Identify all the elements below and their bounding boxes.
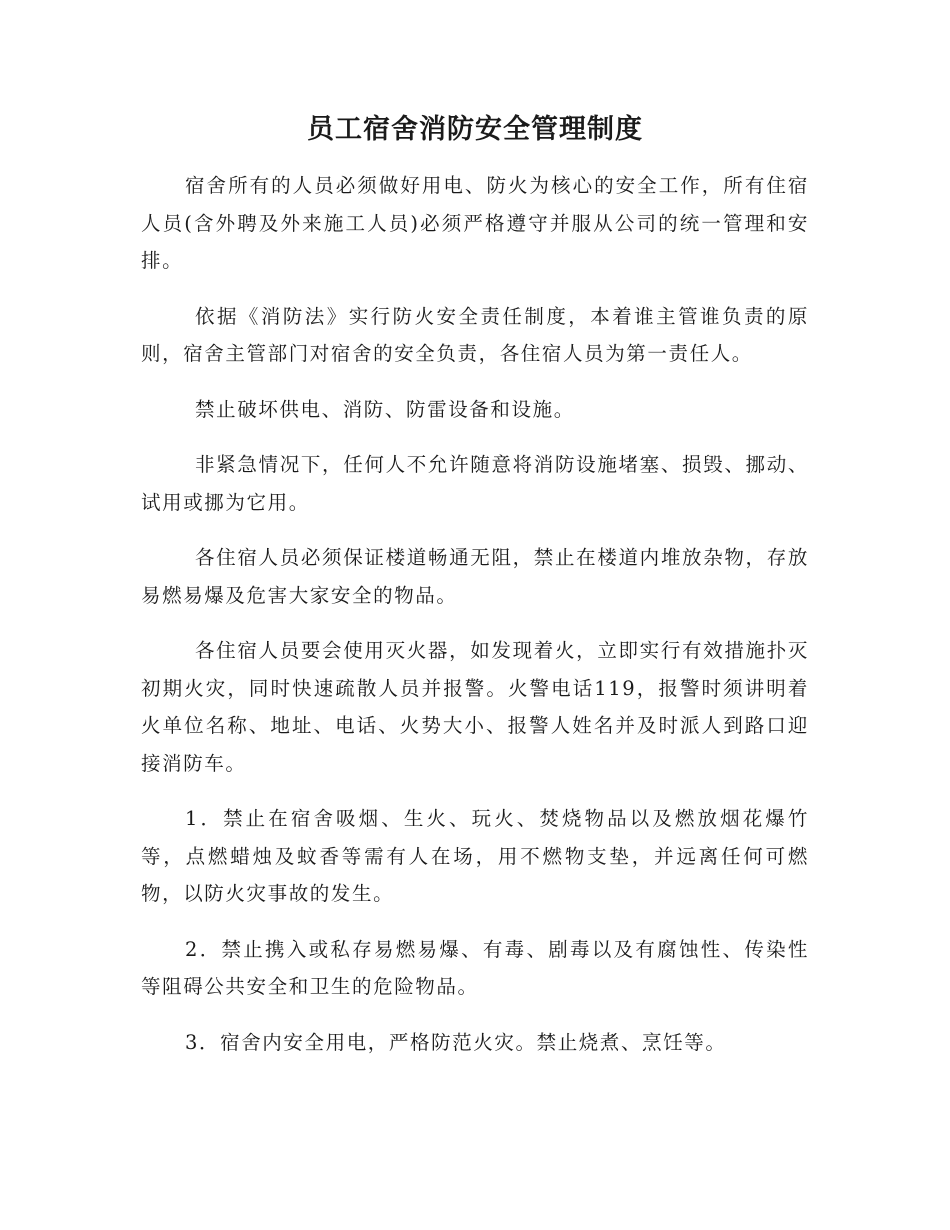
paragraph-corridor: 各住宿人员必须保证楼道畅通无阻，禁止在楼道内堆放杂物，存放易燃易爆及危害大家安全的物品。 [141, 546, 809, 607]
paragraph-intro: 宿舍所有的人员必须做好用电、防火为核心的安全工作，所有住宿人员(含外聘及外来施工人员)必须严格遵守并服从公司的统一管理和安排。 [141, 174, 809, 272]
paragraph-equipment: 禁止破坏供电、消防、防雷设备和设施。 [195, 397, 575, 421]
document-body [141, 167, 809, 1079]
paragraph-rule-3: 3．宿舍内安全用电，严格防范火灾。禁止烧煮、烹饪等。 [185, 1030, 727, 1054]
paragraph-rule-1: 1．禁止在宿舍吸烟、生火、玩火、焚烧物品以及燃放烟花爆竹等，点燃蜡烛及蚊香等需有人在场，用不燃物支垫，并远离任何可燃物，以防火灾事故的发生。 [141, 807, 809, 905]
paragraph-rule-2: 2．禁止携入或私存易燃易爆、有毒、剧毒以及有腐蚀性、传染性等阻碍公共安全和卫生的危险物品。 [141, 937, 809, 998]
paragraph-extinguisher: 各住宿人员要会使用灭火器，如发现着火，立即实行有效措施扑灭初期火灾，同时快速疏散人员并报警。火警电话119，报警时须讲明着火单位名称、地址、电话、火势大小、报警人姓名并及时派人到路口迎接消防车。 [141, 639, 809, 775]
paragraph-responsibility: 依据《消防法》实行防火安全责任制度，本着谁主管谁负责的原则，宿舍主管部门对宿舍的安全负责，各住宿人员为第一责任人。 [141, 304, 809, 365]
document-title: 员工宿舍消防安全管理制度 [307, 114, 643, 145]
paragraph-facilities: 非紧急情况下，任何人不允许随意将消防设施堵塞、损毁、挪动、试用或挪为它用。 [141, 453, 809, 514]
